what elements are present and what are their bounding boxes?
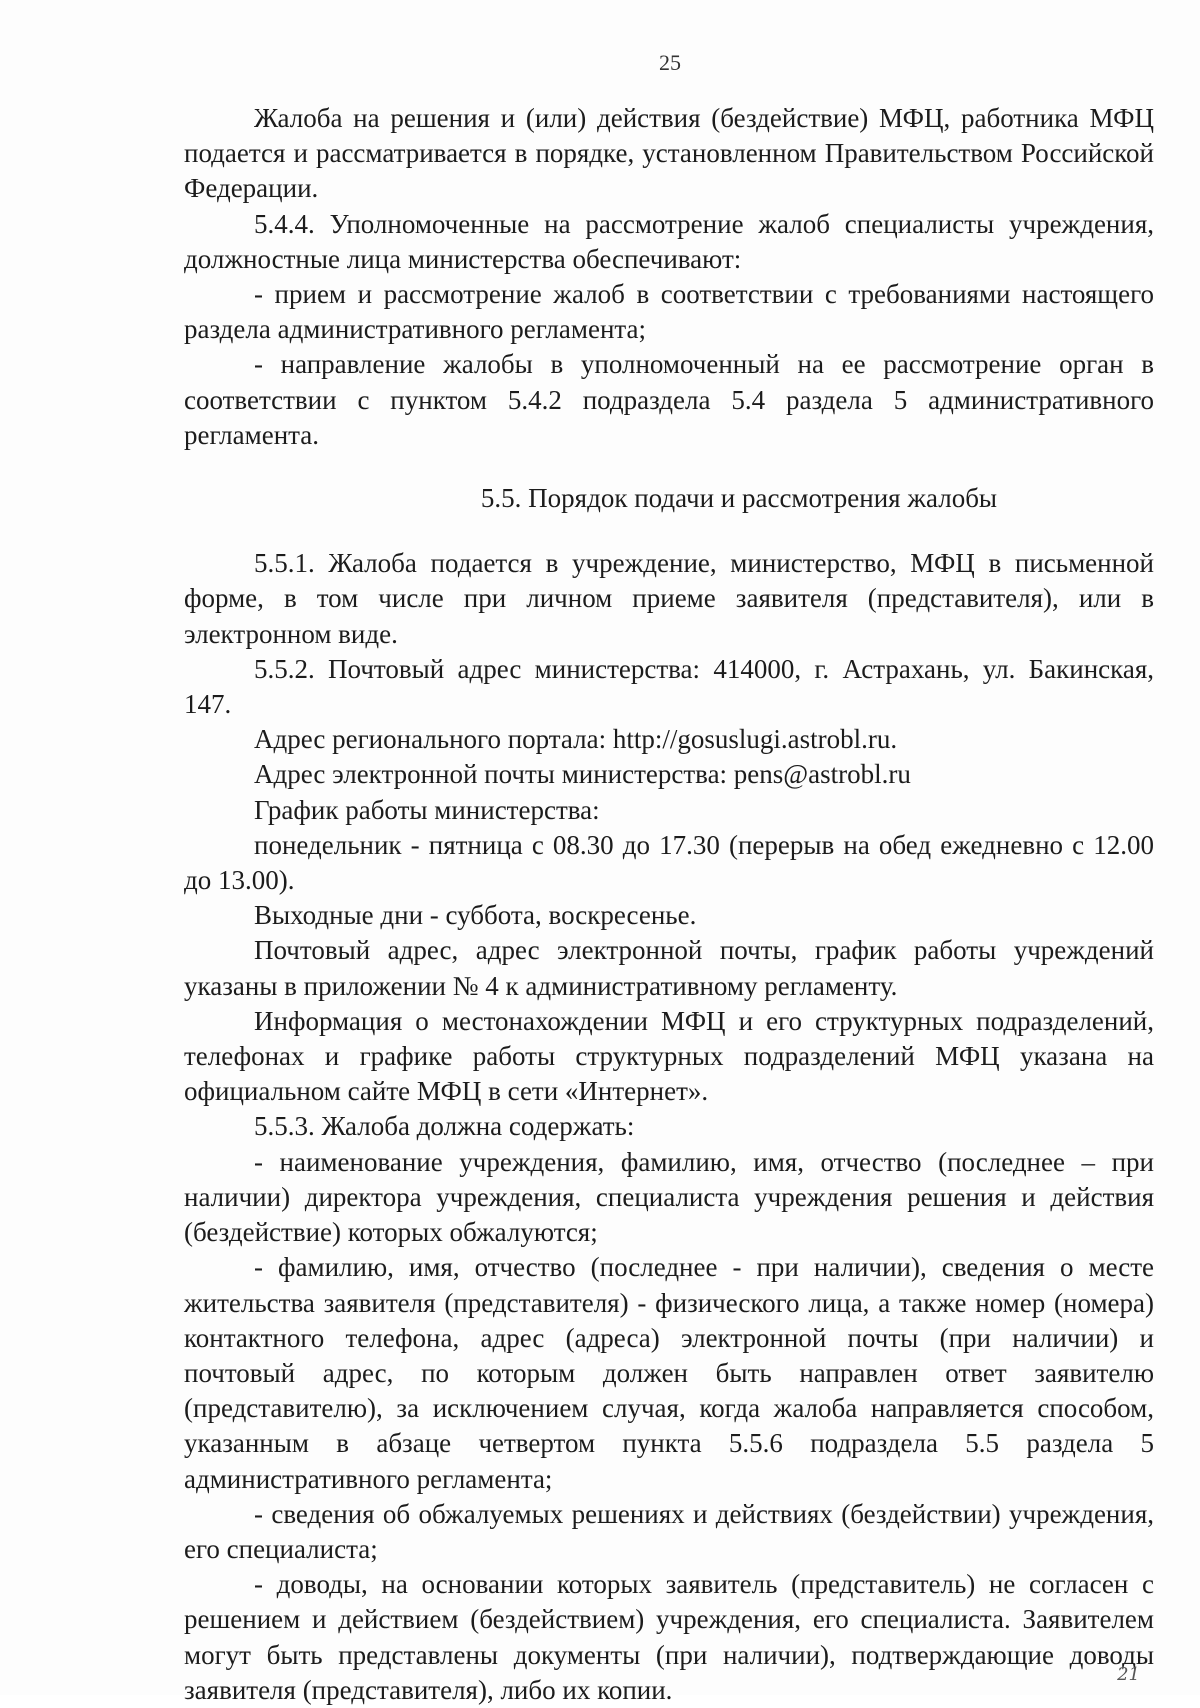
paragraph: 5.5.1. Жалоба подается в учреждение, министерство, МФЦ в письменной форме, в том числе при личном приеме заявителя (представителя), или в электронном виде. <box>184 548 1154 649</box>
paragraph: 5.5.2. Почтовый адрес министерства: 414000, г. Астрахань, ул. Бакинская, 147. <box>184 653 1154 720</box>
paragraph: Почтовый адрес, адрес электронной почты, график работы учреждений указаны в приложении № 4 к административному регламенту. <box>184 935 1154 1001</box>
document-body <box>184 101 1154 1708</box>
page-number: 25 <box>659 50 681 75</box>
paragraph: 5.4.4. Уполномоченные на рассмотрение жалоб специалисты учреждения, должностные лица министерства обеспечивают: <box>184 208 1154 274</box>
paragraph: Информация о местонахождении МФЦ и его структурных подразделений, телефонах и графике работы структурных подразделений МФЦ указана на официальном сайте МФЦ в сети «Интернет». <box>184 1005 1154 1107</box>
paragraph: График работы министерства: <box>254 794 600 825</box>
paragraph: Адрес регионального портала: http://gosuslugi.astrobl.ru. <box>254 724 898 755</box>
paragraph: Адрес электронной почты министерства: pens@astrobl.ru <box>254 759 911 790</box>
spacer <box>184 453 1154 481</box>
paragraph: - фамилию, имя, отчество (последнее - при наличии), сведения о месте жительства заявителя (представителя) - физического лица, а также номер (номера) контактного телефона, адрес (адреса) электронной почты (при наличии) и почтовый адрес, по которым должен быть направлен ответ заявителю (представителю), за исключением случая, когда жалоба направляется способом, указанным в абзаце четвертом пункта 5.5.6 подраздела 5.5 раздела 5 административного регламента; <box>184 1252 1154 1494</box>
spacer <box>184 516 1154 546</box>
paragraph: - сведения об обжалуемых решениях и действиях (бездействии) учреждения, его специалиста; <box>184 1498 1154 1564</box>
handwritten-page-mark: 21 <box>1117 1664 1140 1685</box>
paragraph: 5.5.3. Жалоба должна содержать: <box>254 1111 635 1142</box>
paragraph: - направление жалобы в уполномоченный на ее рассмотрение орган в соответствии с пунктом 5.4.2 подраздела 5.4 раздела 5 административного регламента. <box>184 349 1154 450</box>
paragraph: - наименование учреждения, фамилию, имя, отчество (последнее – при наличии) директора учреждения, специалиста учреждения решения и действия (бездействие) которых обжалуются; <box>184 1146 1154 1248</box>
paragraph: - прием и рассмотрение жалоб в соответствии с требованиями настоящего раздела административного регламента; <box>184 279 1154 345</box>
paragraph: понедельник - пятница с 08.30 до 17.30 (перерыв на обед ежедневно с 12.00 до 13.00). <box>184 829 1154 896</box>
paragraph: Жалоба на решения и (или) действия (бездействие) МФЦ, работника МФЦ подается и рассматривается в порядке, установленном Правительством Российской Федерации. <box>184 103 1154 204</box>
paragraph: - доводы, на основании которых заявитель (представитель) не согласен с решением и действием (бездействием) учреждения, его специалиста. Заявителем могут быть представлены документы (при наличии), подтверждающие доводы заявителя (представителя), либо их копии. <box>184 1569 1154 1705</box>
section-heading: 5.5. Порядок подачи и рассмотрения жалобы <box>480 483 998 514</box>
paragraph: Выходные дни - суббота, воскресенье. <box>254 900 697 931</box>
